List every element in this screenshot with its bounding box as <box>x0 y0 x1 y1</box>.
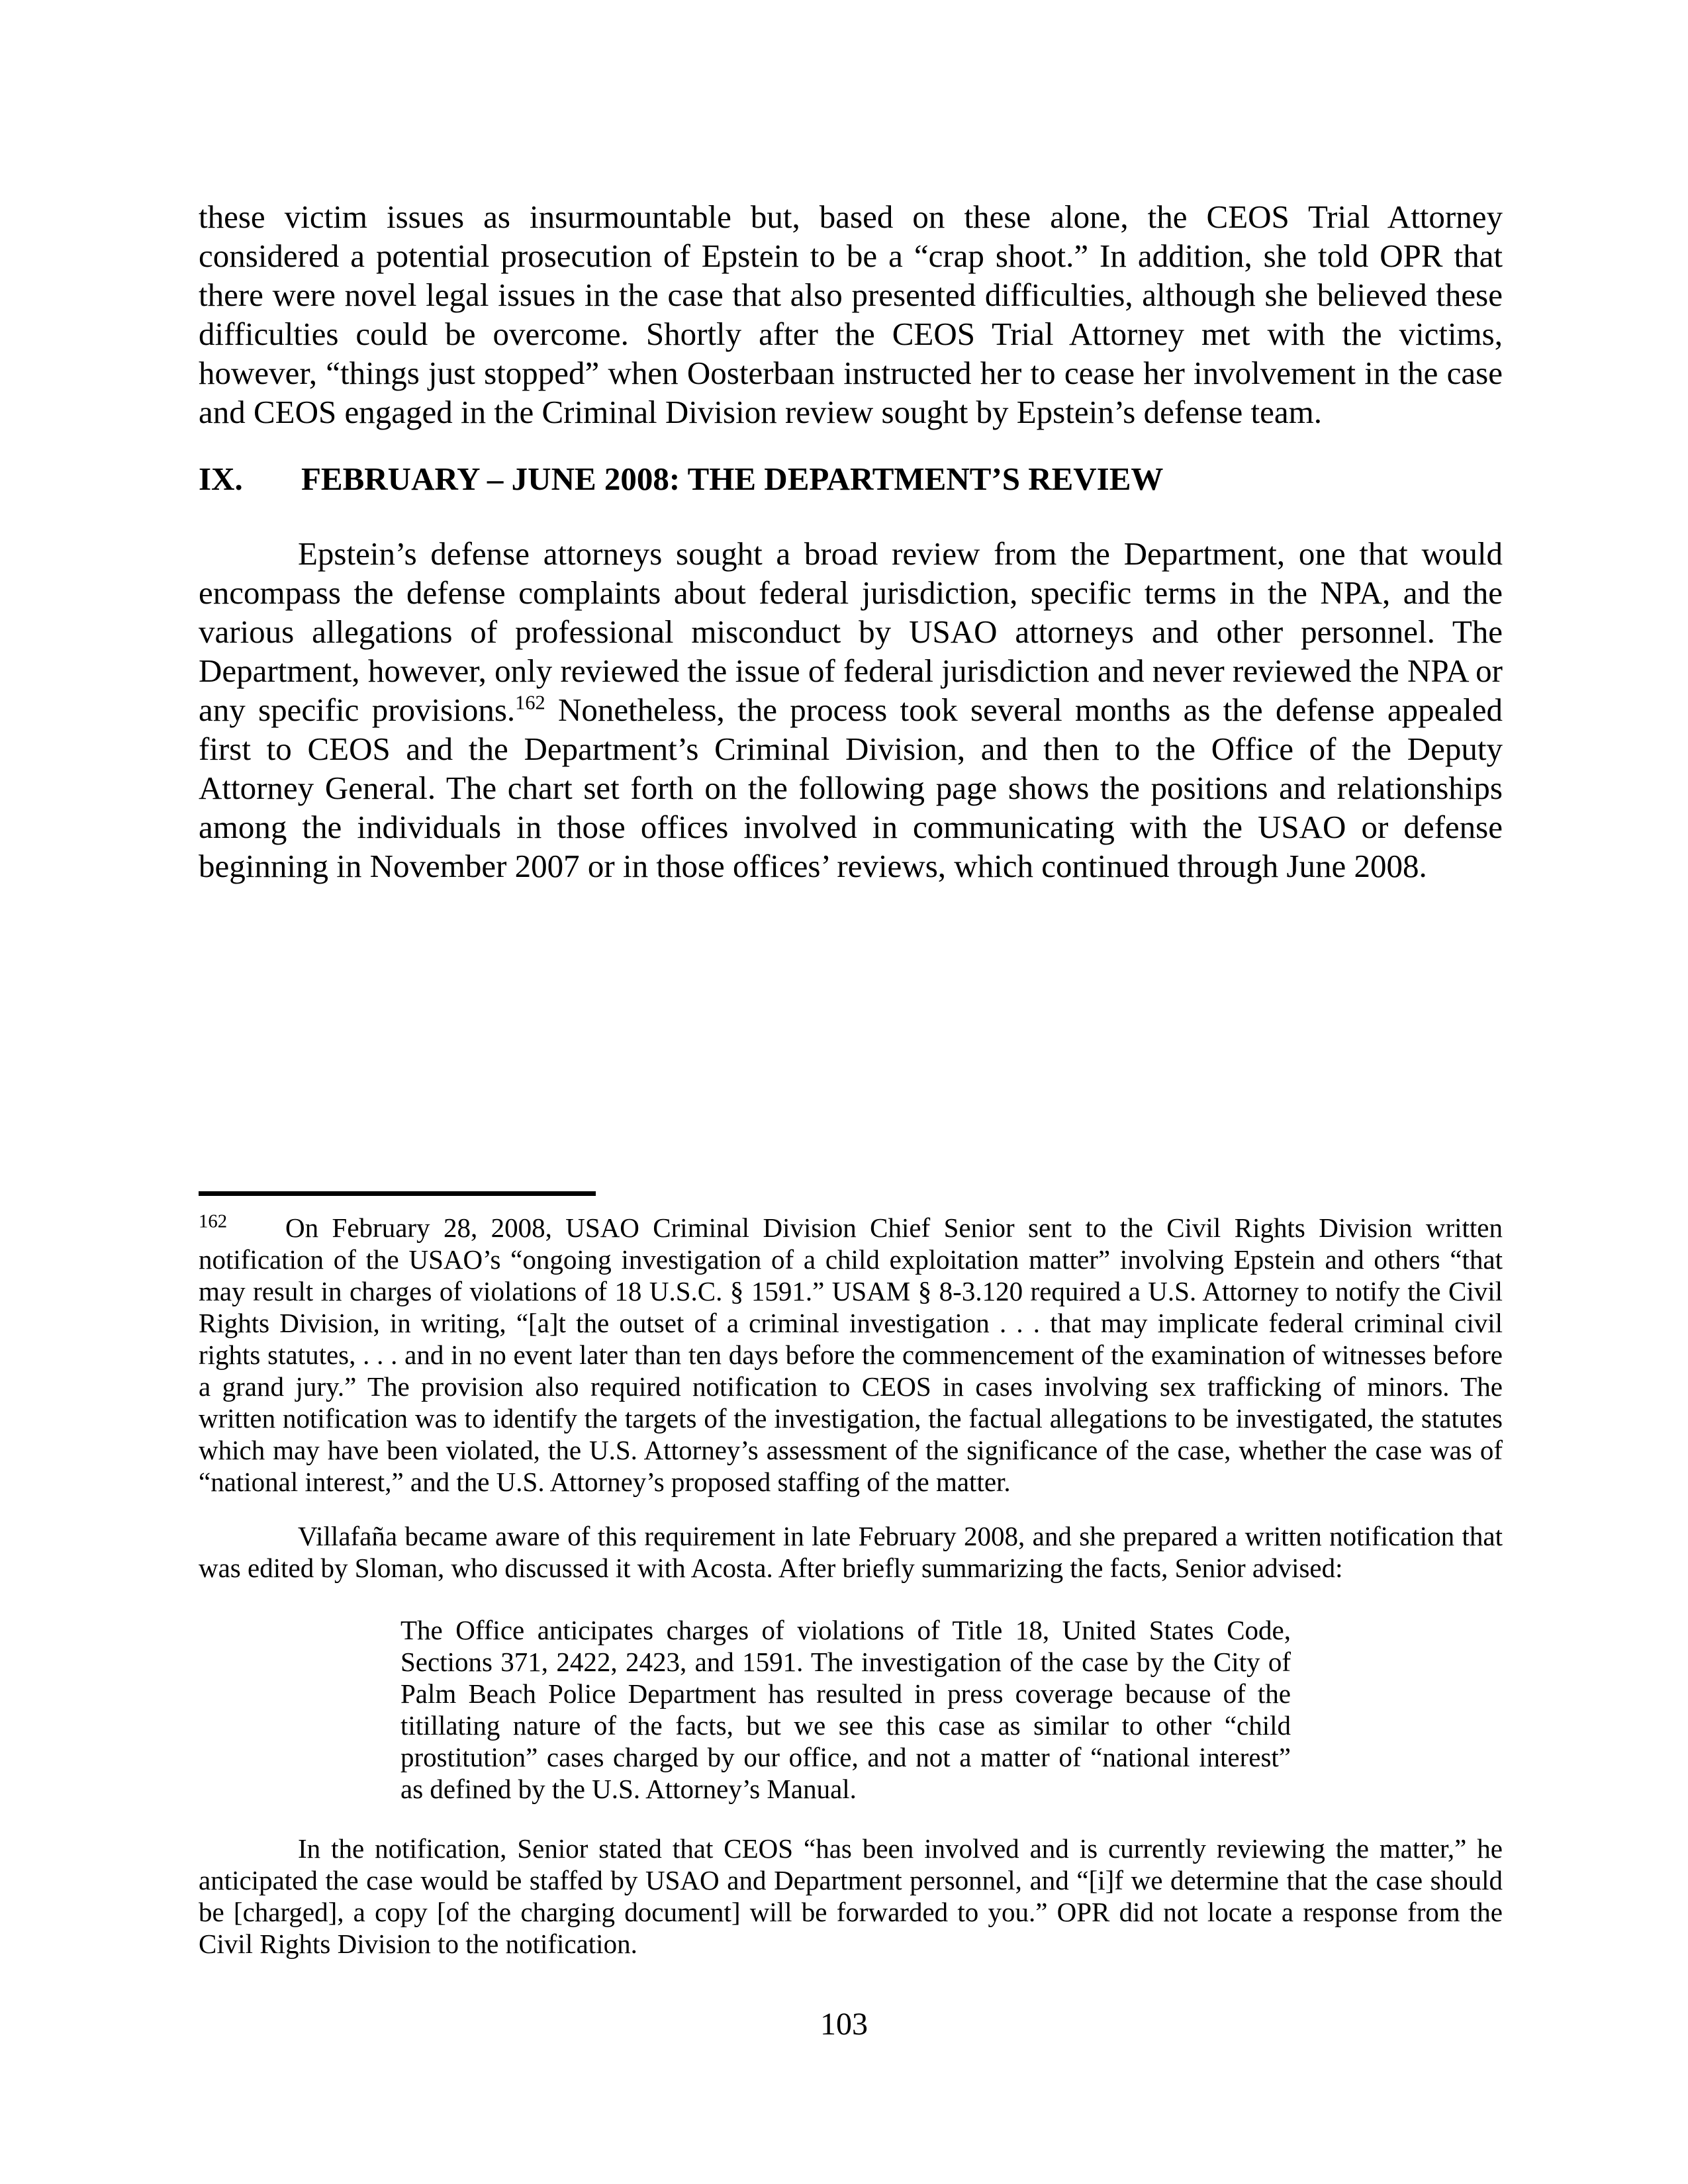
footnote-separator-line <box>199 1191 596 1196</box>
body-paragraph-2 <box>199 534 1503 886</box>
footnote-paragraph-2: Villafaña became aware of this requirement in late February 2008, and she prepared a written notification that was edited by Sloman, who discussed it with Acosta. After briefly summarizing the facts, Senior advised: <box>199 1521 1503 1583</box>
footnote-reference-162: 162 <box>515 691 545 714</box>
body-paragraph-1: these victim issues as insurmountable but, based on these alone, the CEOS Trial Attorney considered a potential prosecution of Epstein to be a “crap shoot.” In addition, she told OPR that there were novel legal issues in the case that also presented difficulties, although she believed these difficulties could be overcome. Shortly after the CEOS Trial Attorney met with the victims, however, “things just stopped” when Oosterbaan instructed her to cease her involvement in the case and CEOS engaged in the Criminal Division review sought by Epstein’s defense team. <box>199 199 1503 430</box>
body-paragraph-2-continuation: Nonetheless, the process took several months as the defense appealed first to CEOS and the Department’s Criminal Division, and then to the Office of the Deputy Attorney General. The chart set forth on the following page shows the positions and relationships among the individuals in those offices involved in communicating with the USAO or defense beginning in November 2007 or in those offices’ reviews, which continued through June 2008. <box>199 692 1503 884</box>
footnote-paragraph-1-text: On February 28, 2008, USAO Criminal Division Chief Senior sent to the Civil Rights Division written notification of the USAO’s “ongoing investigation of a child exploitation matter” involving Epstein and others “that may result in charges of violations of 18 U.S.C. § 1591.” USAM § 8-3.120 required a U.S. Attorney to notify the Civil Rights Division, in writing, “[a]t the outset of a criminal investigation . . . that may implicate federal criminal civil rights statutes, . . . and in no event later than ten days before the commencement of the examination of witnesses before a grand jury.” The provision also required notification to CEOS in cases involving sex trafficking of minors. The written notification was to identify the targets of the investigation, the factual allegations to be investigated, the statutes which may have been violated, the U.S. Attorney’s assessment of the significance of the case, whether the case was of “national interest,” and the U.S. Attorney’s proposed staffing of the matter. <box>199 1212 1503 1497</box>
footnote-marker-162: 162 <box>199 1210 228 1232</box>
footnote-block <box>199 1212 1503 1960</box>
footnote-block-quote: The Office anticipates charges of violations of Title 18, United States Code, Sections 371, 2422, 2423, and 1591. The investigation of the case by the City of Palm Beach Police Department has resulted in press coverage because of the titillating nature of the facts, but we see this case as similar to other “child prostitution” cases charged by our office, and not a matter of “national interest” as defined by the U.S. Attorney’s Manual. <box>400 1615 1291 1804</box>
section-heading <box>199 459 1503 498</box>
page-number: 103 <box>820 2007 868 2042</box>
footnote-paragraph-1 <box>199 1212 1503 1498</box>
section-heading-title: FEBRUARY – JUNE 2008: THE DEPARTMENT’S REVIEW <box>301 461 1164 497</box>
body-paragraph-2-text: Epstein’s defense attorneys sought a broad review from the Department, one that would encompass the defense complaints about federal jurisdiction, specific terms in the NPA, and the various allegations of professional misconduct by USAO attorneys and other personnel. The Department, however, only reviewed the issue of federal jurisdiction and never reviewed the NPA or any specific provisions. <box>199 535 1503 728</box>
section-heading-number: IX. <box>199 461 243 497</box>
footnote-paragraph-3: In the notification, Senior stated that CEOS “has been involved and is currently reviewing the matter,” he anticipated the case would be staffed by USAO and Department personnel, and “[i]f we determine that the case should be [charged], a copy [of the charging document] will be forwarded to you.” OPR did not locate a response from the Civil Rights Division to the notification. <box>199 1833 1503 1959</box>
